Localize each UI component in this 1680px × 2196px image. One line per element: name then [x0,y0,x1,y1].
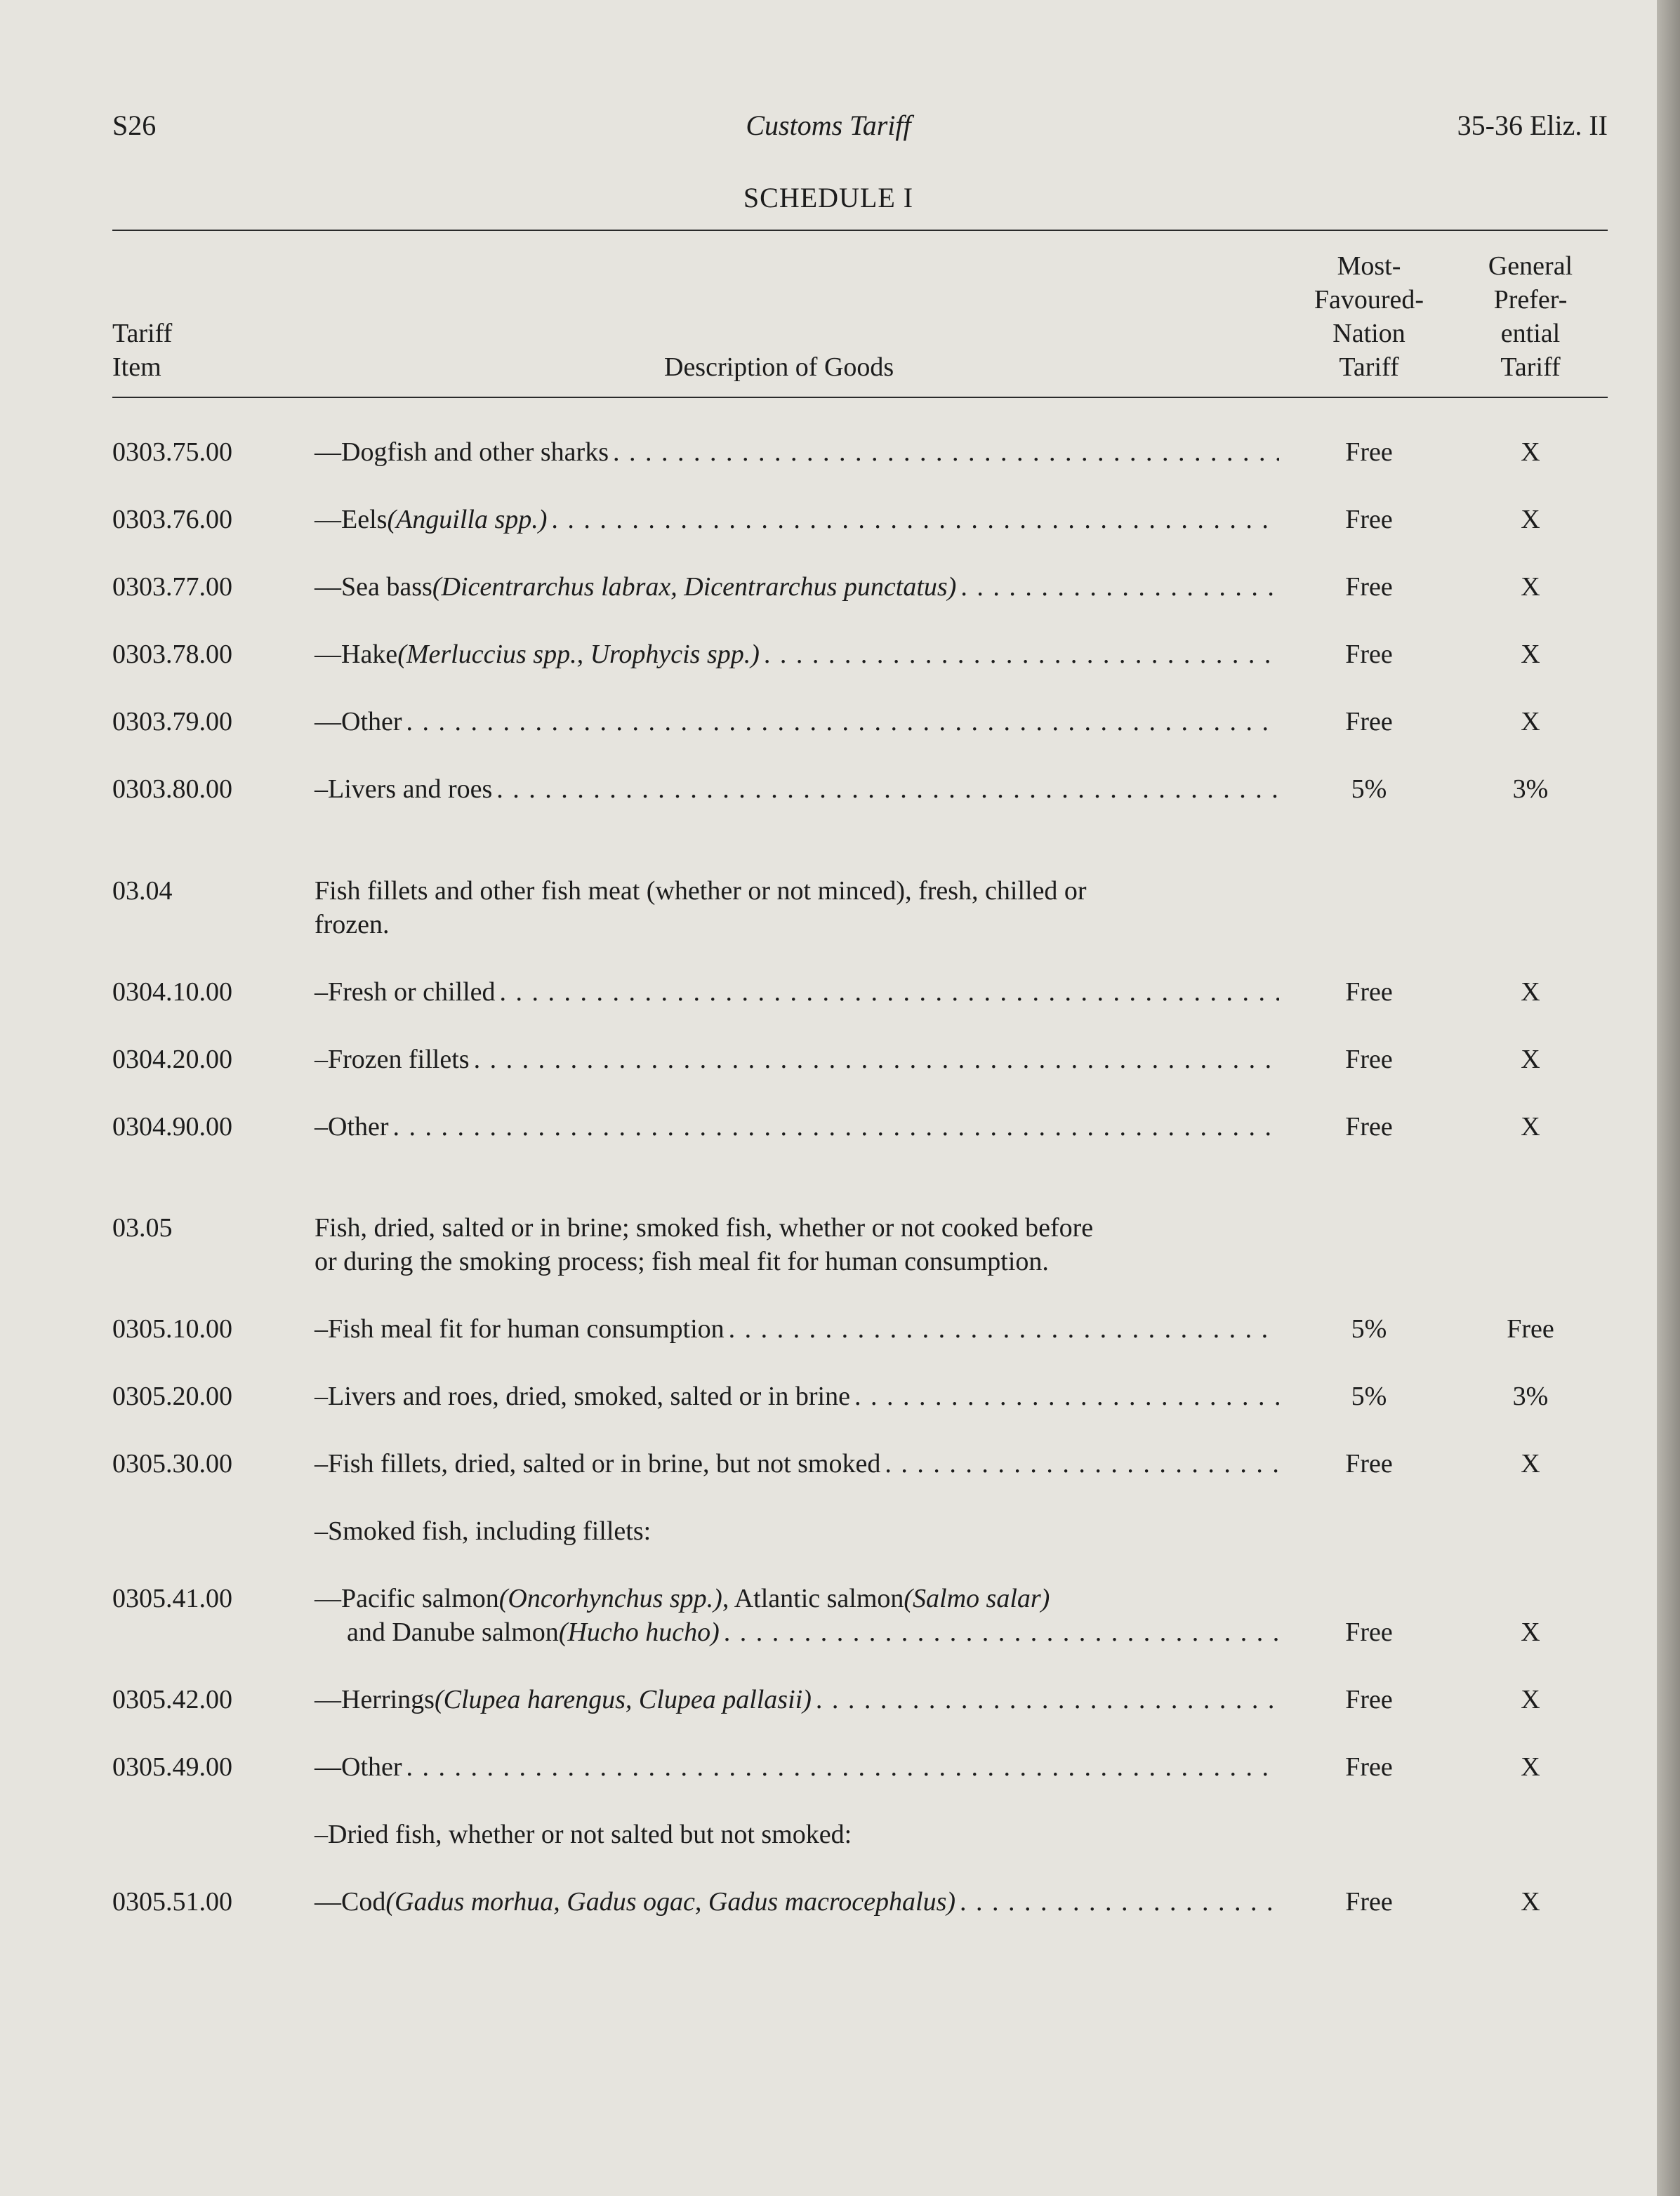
gpt-rate: X [1521,1685,1540,1714]
description-text: , Atlantic salmon [722,1584,904,1613]
gpt-rate: 3% [1512,774,1549,804]
tariff-item-number: 0303.78.00 [112,640,232,669]
goods-description [315,1380,1283,1413]
description-text: —Other [315,707,402,736]
description-text: —Sea bass [315,572,432,602]
column-header-line: General [1488,251,1573,281]
description-text: –Other [315,1112,389,1142]
column-header-line: ential [1500,319,1561,348]
gpt-rate: X [1521,640,1540,669]
dot-leader [724,1615,1279,1649]
heading-text: frozen. [315,910,390,939]
goods-description [315,874,1283,941]
gpt-rate: 3% [1512,1382,1549,1411]
mfn-rate: Free [1345,640,1393,669]
column-header-gpt-tariff [1429,249,1632,384]
tariff-item-number: 0305.20.00 [112,1382,232,1411]
dot-leader [729,1312,1279,1346]
description-text: —Pacific salmon [315,1584,499,1613]
mfn-rate: Free [1345,437,1393,467]
gpt-rate: X [1521,437,1540,467]
dot-leader [613,435,1279,469]
species-name: (Merluccius spp., Urophycis spp.) [397,640,760,669]
goods-description [315,975,1283,1009]
column-header-description: Description of Goods [664,352,894,382]
gpt-rate: X [1521,1752,1540,1782]
description-text: —Cod [315,1887,386,1917]
schedule-title: SCHEDULE I [743,182,914,213]
column-header-line: Tariff [112,319,173,348]
gpt-rate: X [1521,707,1540,736]
gpt-rate: Free [1507,1314,1554,1344]
description-text: —Dogfish and other sharks [315,437,609,467]
dot-leader [393,1110,1279,1144]
mfn-rate: 5% [1351,774,1387,804]
tariff-item-number: 0303.75.00 [112,437,232,467]
goods-description [315,772,1283,806]
mfn-rate: Free [1345,1449,1393,1479]
dot-leader [496,772,1279,806]
dot-leader [500,975,1279,1009]
dot-leader [960,570,1279,604]
goods-description [315,435,1283,469]
goods-description [315,570,1283,604]
description-text: and Danube salmon [347,1618,559,1647]
heading-text: Fish fillets and other fish meat (whether or not minced), fresh, chilled or [315,876,1087,906]
tariff-item-number: 03.05 [112,1213,173,1243]
species-name: (Dicentrarchus labrax, Dicentrarchus punctatus) [432,572,957,602]
description-text: –Fish meal fit for human consumption [315,1314,725,1344]
column-header-tariff-item [112,317,172,384]
column-header-line: Nation [1332,319,1405,348]
goods-description [315,1582,1283,1649]
species-name: (Gadus morhua, Gadus ogac, Gadus macrocephalus) [385,1887,956,1917]
page-edge [1657,0,1680,2196]
description-text: –Frozen fillets [315,1045,470,1074]
goods-description [315,1750,1283,1784]
goods-description [315,503,1283,536]
gpt-rate: X [1521,1887,1540,1917]
gpt-rate: X [1521,1045,1540,1074]
goods-description [315,705,1283,739]
tariff-item-number: 0305.41.00 [112,1584,232,1613]
running-title: Customs Tariff [746,110,911,141]
gpt-rate: X [1521,1618,1540,1647]
tariff-item-number: 0305.30.00 [112,1449,232,1479]
goods-description [315,1312,1283,1346]
goods-description [315,1514,1283,1548]
goods-description [315,1211,1283,1278]
heading-text: or during the smoking process; fish meal fit for human consumption. [315,1247,1049,1276]
description-text: –Fresh or chilled [315,977,496,1007]
tariff-item-number: 03.04 [112,876,173,906]
column-header-line: Item [112,352,161,382]
gpt-rate: X [1521,977,1540,1007]
species-name: (Anguilla spp.) [387,505,548,534]
goods-description [315,1110,1283,1144]
dot-leader [960,1885,1279,1919]
column-header-line: Prefer- [1493,285,1568,315]
mfn-rate: Free [1345,1887,1393,1917]
species-name: (Salmo salar) [904,1584,1050,1613]
dot-leader [406,1750,1279,1784]
mfn-rate: Free [1345,1112,1393,1142]
mfn-rate: Free [1345,1045,1393,1074]
session-label: 35-36 Eliz. II [1457,110,1608,141]
dot-leader [764,637,1279,671]
subheading-text: –Smoked fish, including fillets: [315,1516,652,1546]
goods-description [315,1043,1283,1076]
heading-text: Fish, dried, salted or in brine; smoked fish, whether or not cooked before [315,1213,1094,1243]
mfn-rate: Free [1345,1752,1393,1782]
tariff-item-number: 0305.10.00 [112,1314,232,1344]
mfn-rate: 5% [1351,1382,1387,1411]
subheading-text: –Dried fish, whether or not salted but not smoked: [315,1820,852,1849]
dot-leader [551,503,1279,536]
goods-description [315,1683,1283,1717]
dot-leader [816,1683,1279,1717]
goods-description [315,1447,1283,1481]
description-text: –Fish fillets, dried, salted or in brine, but not smoked [315,1449,881,1479]
top-rule [112,230,1608,231]
mfn-rate: Free [1345,707,1393,736]
tariff-item-number: 0303.80.00 [112,774,232,804]
column-header-line: Favoured- [1314,285,1424,315]
column-header-line: Tariff [1339,352,1399,382]
gpt-rate: X [1521,1449,1540,1479]
tariff-item-number: 0305.49.00 [112,1752,232,1782]
gpt-rate: X [1521,505,1540,534]
tariff-item-number: 0304.90.00 [112,1112,232,1142]
gpt-rate: X [1521,1112,1540,1142]
description-text: —Hake [315,640,398,669]
page-number: S26 [112,110,157,141]
tariff-item-number: 0305.51.00 [112,1887,232,1917]
description-text: —Eels [315,505,388,534]
tariff-item-number: 0303.79.00 [112,707,232,736]
dot-leader [406,705,1279,739]
mfn-rate: Free [1345,572,1393,602]
species-name: (Clupea harengus, Clupea pallasii) [434,1685,812,1714]
description-text: –Livers and roes, dried, smoked, salted or in brine [315,1382,850,1411]
goods-description [315,1885,1283,1919]
description-text: —Other [315,1752,402,1782]
goods-description [315,1818,1283,1851]
tariff-item-number: 0305.42.00 [112,1685,232,1714]
tariff-item-number: 0303.76.00 [112,505,232,534]
mfn-rate: 5% [1351,1314,1387,1344]
column-header-line: Tariff [1500,352,1561,382]
goods-description [315,637,1283,671]
species-name: (Oncorhynchus spp.) [498,1584,722,1613]
mfn-rate: Free [1345,977,1393,1007]
tariff-item-number: 0304.20.00 [112,1045,232,1074]
gpt-rate: X [1521,572,1540,602]
header-rule [112,397,1608,398]
species-name: (Hucho hucho) [558,1618,720,1647]
dot-leader [885,1447,1279,1481]
mfn-rate: Free [1345,1685,1393,1714]
dot-leader [474,1043,1279,1076]
description-text: –Livers and roes [315,774,493,804]
tariff-item-number: 0303.77.00 [112,572,232,602]
column-header-line: Most- [1337,251,1401,281]
description-text: —Herrings [315,1685,435,1714]
tariff-item-number: 0304.10.00 [112,977,232,1007]
dot-leader [854,1380,1279,1413]
mfn-rate: Free [1345,1618,1393,1647]
mfn-rate: Free [1345,505,1393,534]
